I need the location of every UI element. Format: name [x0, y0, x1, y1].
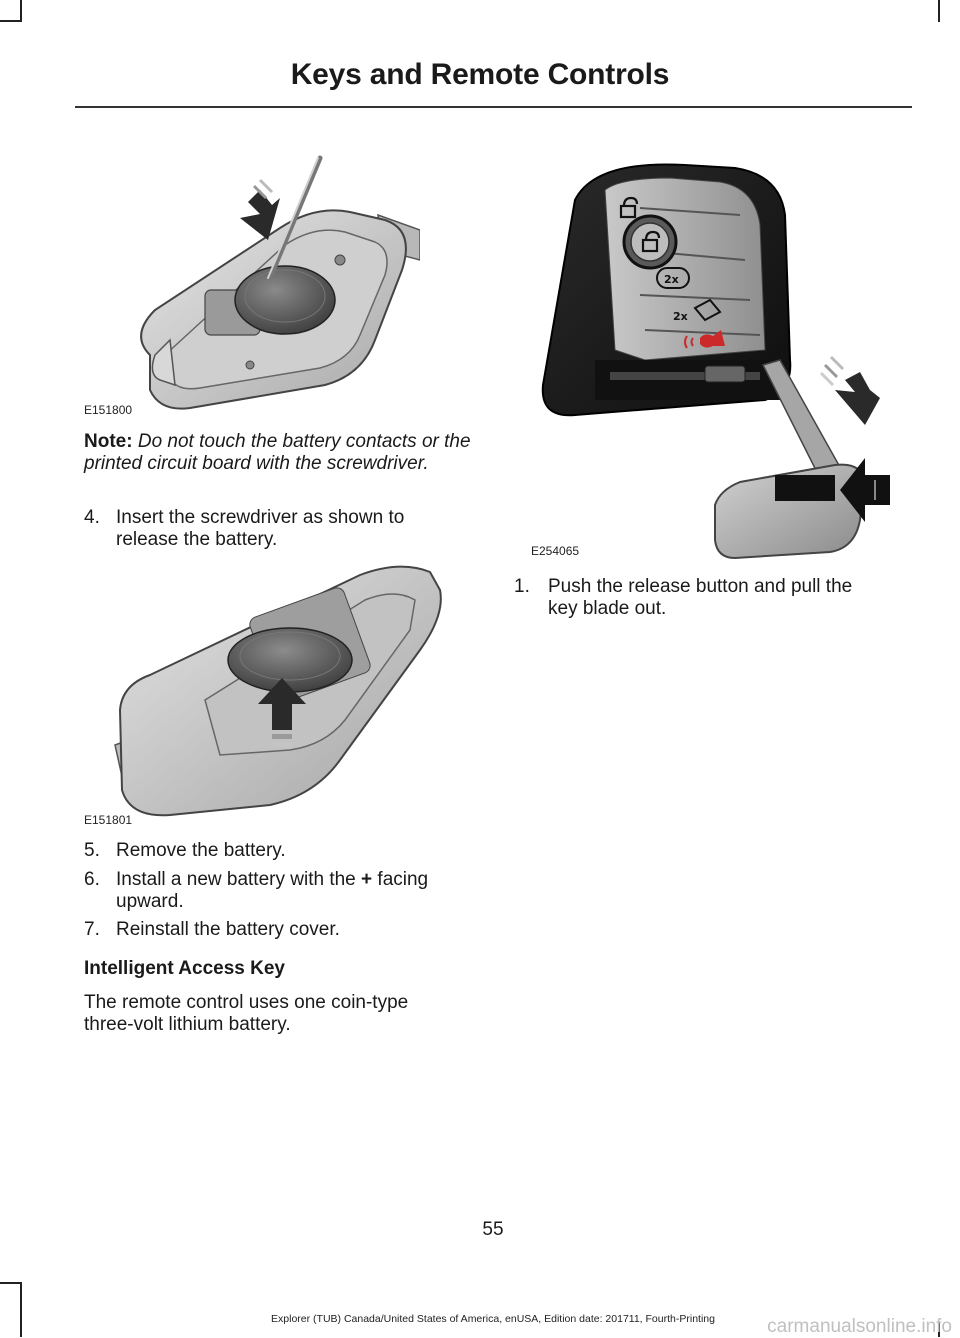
svg-text:2x: 2x	[664, 273, 679, 286]
note-text: Do not touch the battery contacts or the printed circuit board with the screwdriver.	[84, 431, 471, 474]
footer-edition: Explorer (TUB) Canada/United States of America, enUSA, Edition date: 201711, Fourth-Printing	[271, 1313, 715, 1325]
crop-mark-top-left-h	[0, 20, 22, 22]
arrow-down-right-icon	[821, 357, 880, 425]
crop-mark-top-right-v	[938, 0, 940, 22]
plus-symbol: +	[361, 869, 373, 890]
list-item-step-7: 7. Reinstall the battery cover.	[84, 919, 340, 940]
figure-code-e151801: E151801	[84, 813, 133, 827]
figure-code-e151800: E151800	[84, 403, 133, 417]
svg-text:2x: 2x	[673, 310, 688, 323]
list-item-step-6: 6. Install a new battery with the + facing upward.	[84, 869, 429, 912]
page-number: 55	[482, 1219, 504, 1240]
crop-mark-bottom-left-h	[0, 1282, 22, 1284]
figure-intelligent-access-key	[535, 160, 895, 560]
header-divider	[75, 106, 912, 108]
section-heading: Intelligent Access Key	[84, 958, 285, 979]
note-label: Note:	[84, 431, 133, 452]
figure-key-fob-screwdriver	[130, 150, 420, 418]
note-paragraph	[84, 431, 484, 475]
list-item-step-5: 5. Remove the battery.	[84, 840, 286, 861]
page-title: Keys and Remote Controls	[290, 58, 670, 91]
section-paragraph: The remote control uses one coin-type three-volt lithium battery.	[84, 992, 409, 1035]
list-item-step-4: 4. Insert the screwdriver as shown to release the battery.	[84, 507, 405, 550]
figure-code-e254065: E254065	[531, 544, 580, 558]
figure-battery-removal	[110, 560, 450, 818]
watermark: carmanualsonline.info	[767, 1316, 952, 1337]
crop-mark-bottom-left-v	[20, 1282, 22, 1337]
list-item-step-1: 1. Push the release button and pull the key blade out.	[514, 576, 853, 619]
crop-mark-top-left-v	[20, 0, 22, 22]
